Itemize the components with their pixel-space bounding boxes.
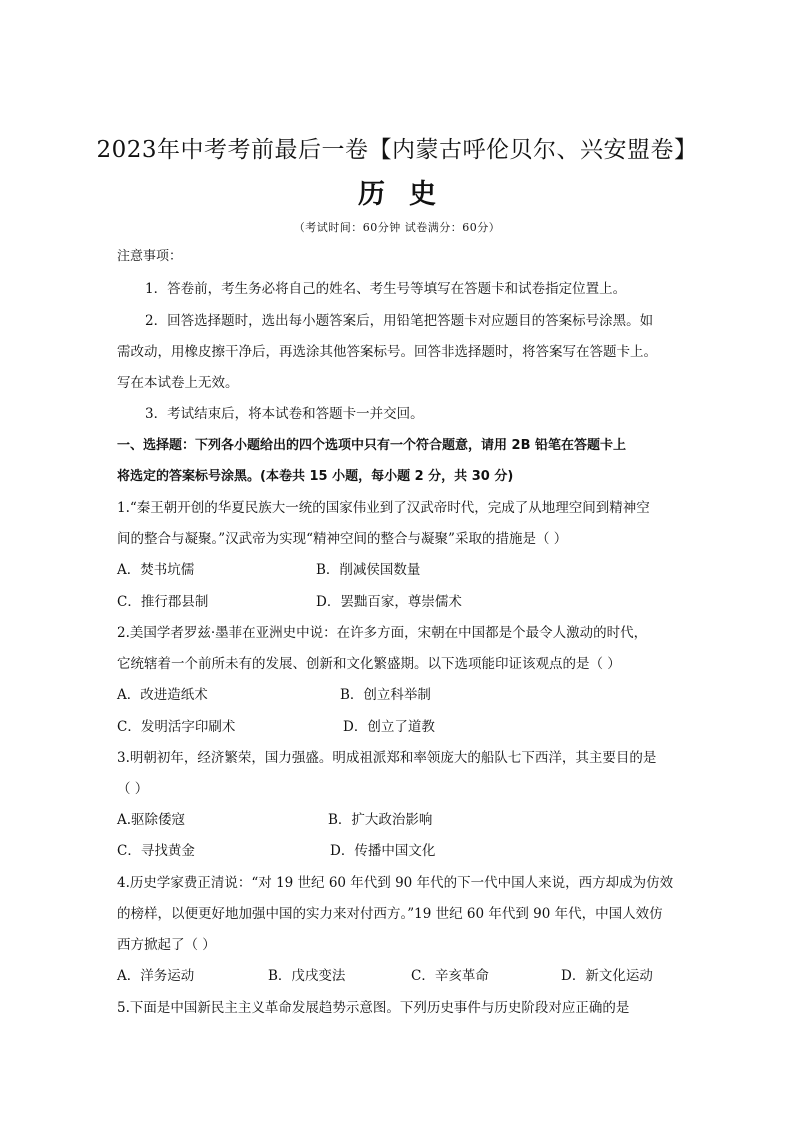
question-1-option-b: B．削减侯国数量: [316, 562, 421, 578]
question-2-option-a: A．改进造纸术: [117, 687, 208, 703]
question-1-option-d: D．罢黜百家，尊崇儒术: [316, 594, 462, 610]
question-4-line-1: 4.历史学家费正清说：“对 19 世纪 60 年代到 90 年代的下一代中国人来说，西方却成为仿效: [117, 875, 674, 891]
question-2-option-d: D．创立了道教: [343, 719, 435, 735]
question-3-option-c: C．寻找黄金: [117, 843, 195, 859]
note-2-line-1: 2．回答选择题时，选出每小题答案后，用铅笔把答题卡对应题目的答案标号涂黑。如: [145, 313, 654, 329]
note-3: 3．考试结束后，将本试卷和答题卡一并交回。: [145, 406, 424, 422]
subject-char-1: 历: [358, 179, 385, 210]
question-2-option-b: B．创立科举制: [340, 687, 431, 703]
question-4-option-d: D．新文化运动: [561, 968, 653, 984]
exam-title: 2023年中考考前最后一卷【内蒙古呼伦贝尔、兴安盟卷】: [96, 137, 698, 163]
question-4-option-b: B．戊戌变法: [268, 968, 346, 984]
question-3-option-b: B．扩大政治影响: [328, 812, 433, 828]
note-2-line-3: 写在本试卷上无效。: [117, 375, 239, 391]
question-1-line-1: 1.“秦王朝开创的华夏民族大一统的国家伟业到了汉武帝时代，完成了从地理空间到精神空: [117, 500, 650, 516]
question-3-line-1: 3.明朝初年，经济繁荣，国力强盛。明成祖派郑和率领庞大的船队七下西洋，其主要目的是: [117, 750, 657, 766]
question-2-option-c: C．发明活字印刷术: [117, 719, 236, 735]
question-1-line-2: 间的整合与凝聚。”汉武帝为实现“精神空间的整合与凝聚”采取的措施是（ ）: [117, 531, 568, 547]
section-1-instruction-line-1: 一、选择题：下列各小题给出的四个选项中只有一个符合题意，请用 2B 铅笔在答题卡上: [117, 438, 627, 453]
subject-title: [0, 172, 794, 211]
subject-char-2: 史: [409, 179, 436, 210]
note-2-line-2: 需改动，用橡皮擦干净后，再选涂其他答案标号。回答非选择题时，将答案写在答题卡上。: [117, 344, 657, 360]
question-2-line-2: 它统辖着一个前所未有的发展、创新和文化繁盛期。以下选项能印证该观点的是（ ）: [117, 656, 621, 672]
question-4-line-3: 西方掀起了（ ）: [117, 937, 216, 953]
question-1-option-c: C．推行郡县制: [117, 594, 209, 610]
question-4-option-a: A．洋务运动: [117, 968, 195, 984]
question-2-line-1: 2.美国学者罗兹·墨菲在亚洲史中说：在许多方面，宋朝在中国都是个最令人激动的时代，: [117, 625, 648, 641]
section-1-instruction-line-2: 将选定的答案标号涂黑。(本卷共 15 小题，每小题 2 分，共 30 分): [117, 469, 514, 484]
question-4-line-2: 的榜样，以便更好地加强中国的实力来对付西方。”19 世纪 60 年代到 90 年代，中国人效仿: [117, 906, 663, 922]
notes-heading: 注意事项：: [117, 249, 183, 264]
exam-info: （考试时间：60分钟 试卷满分：60分）: [293, 221, 501, 234]
question-4-option-c: C．辛亥革命: [411, 968, 489, 984]
note-1: 1．答卷前，考生务必将自己的姓名、考生号等填写在答题卡和试卷指定位置上。: [145, 281, 627, 297]
question-5-line-1: 5.下面是中国新民主主义革命发展趋势示意图。下列历史事件与历史阶段对应正确的是: [117, 1000, 630, 1016]
question-3-option-a: A.驱除倭寇: [117, 812, 186, 828]
question-3-option-d: D．传播中国文化: [330, 843, 436, 859]
question-1-option-a: A．焚书坑儒: [117, 562, 195, 578]
question-3-line-2: （ ）: [117, 781, 149, 797]
